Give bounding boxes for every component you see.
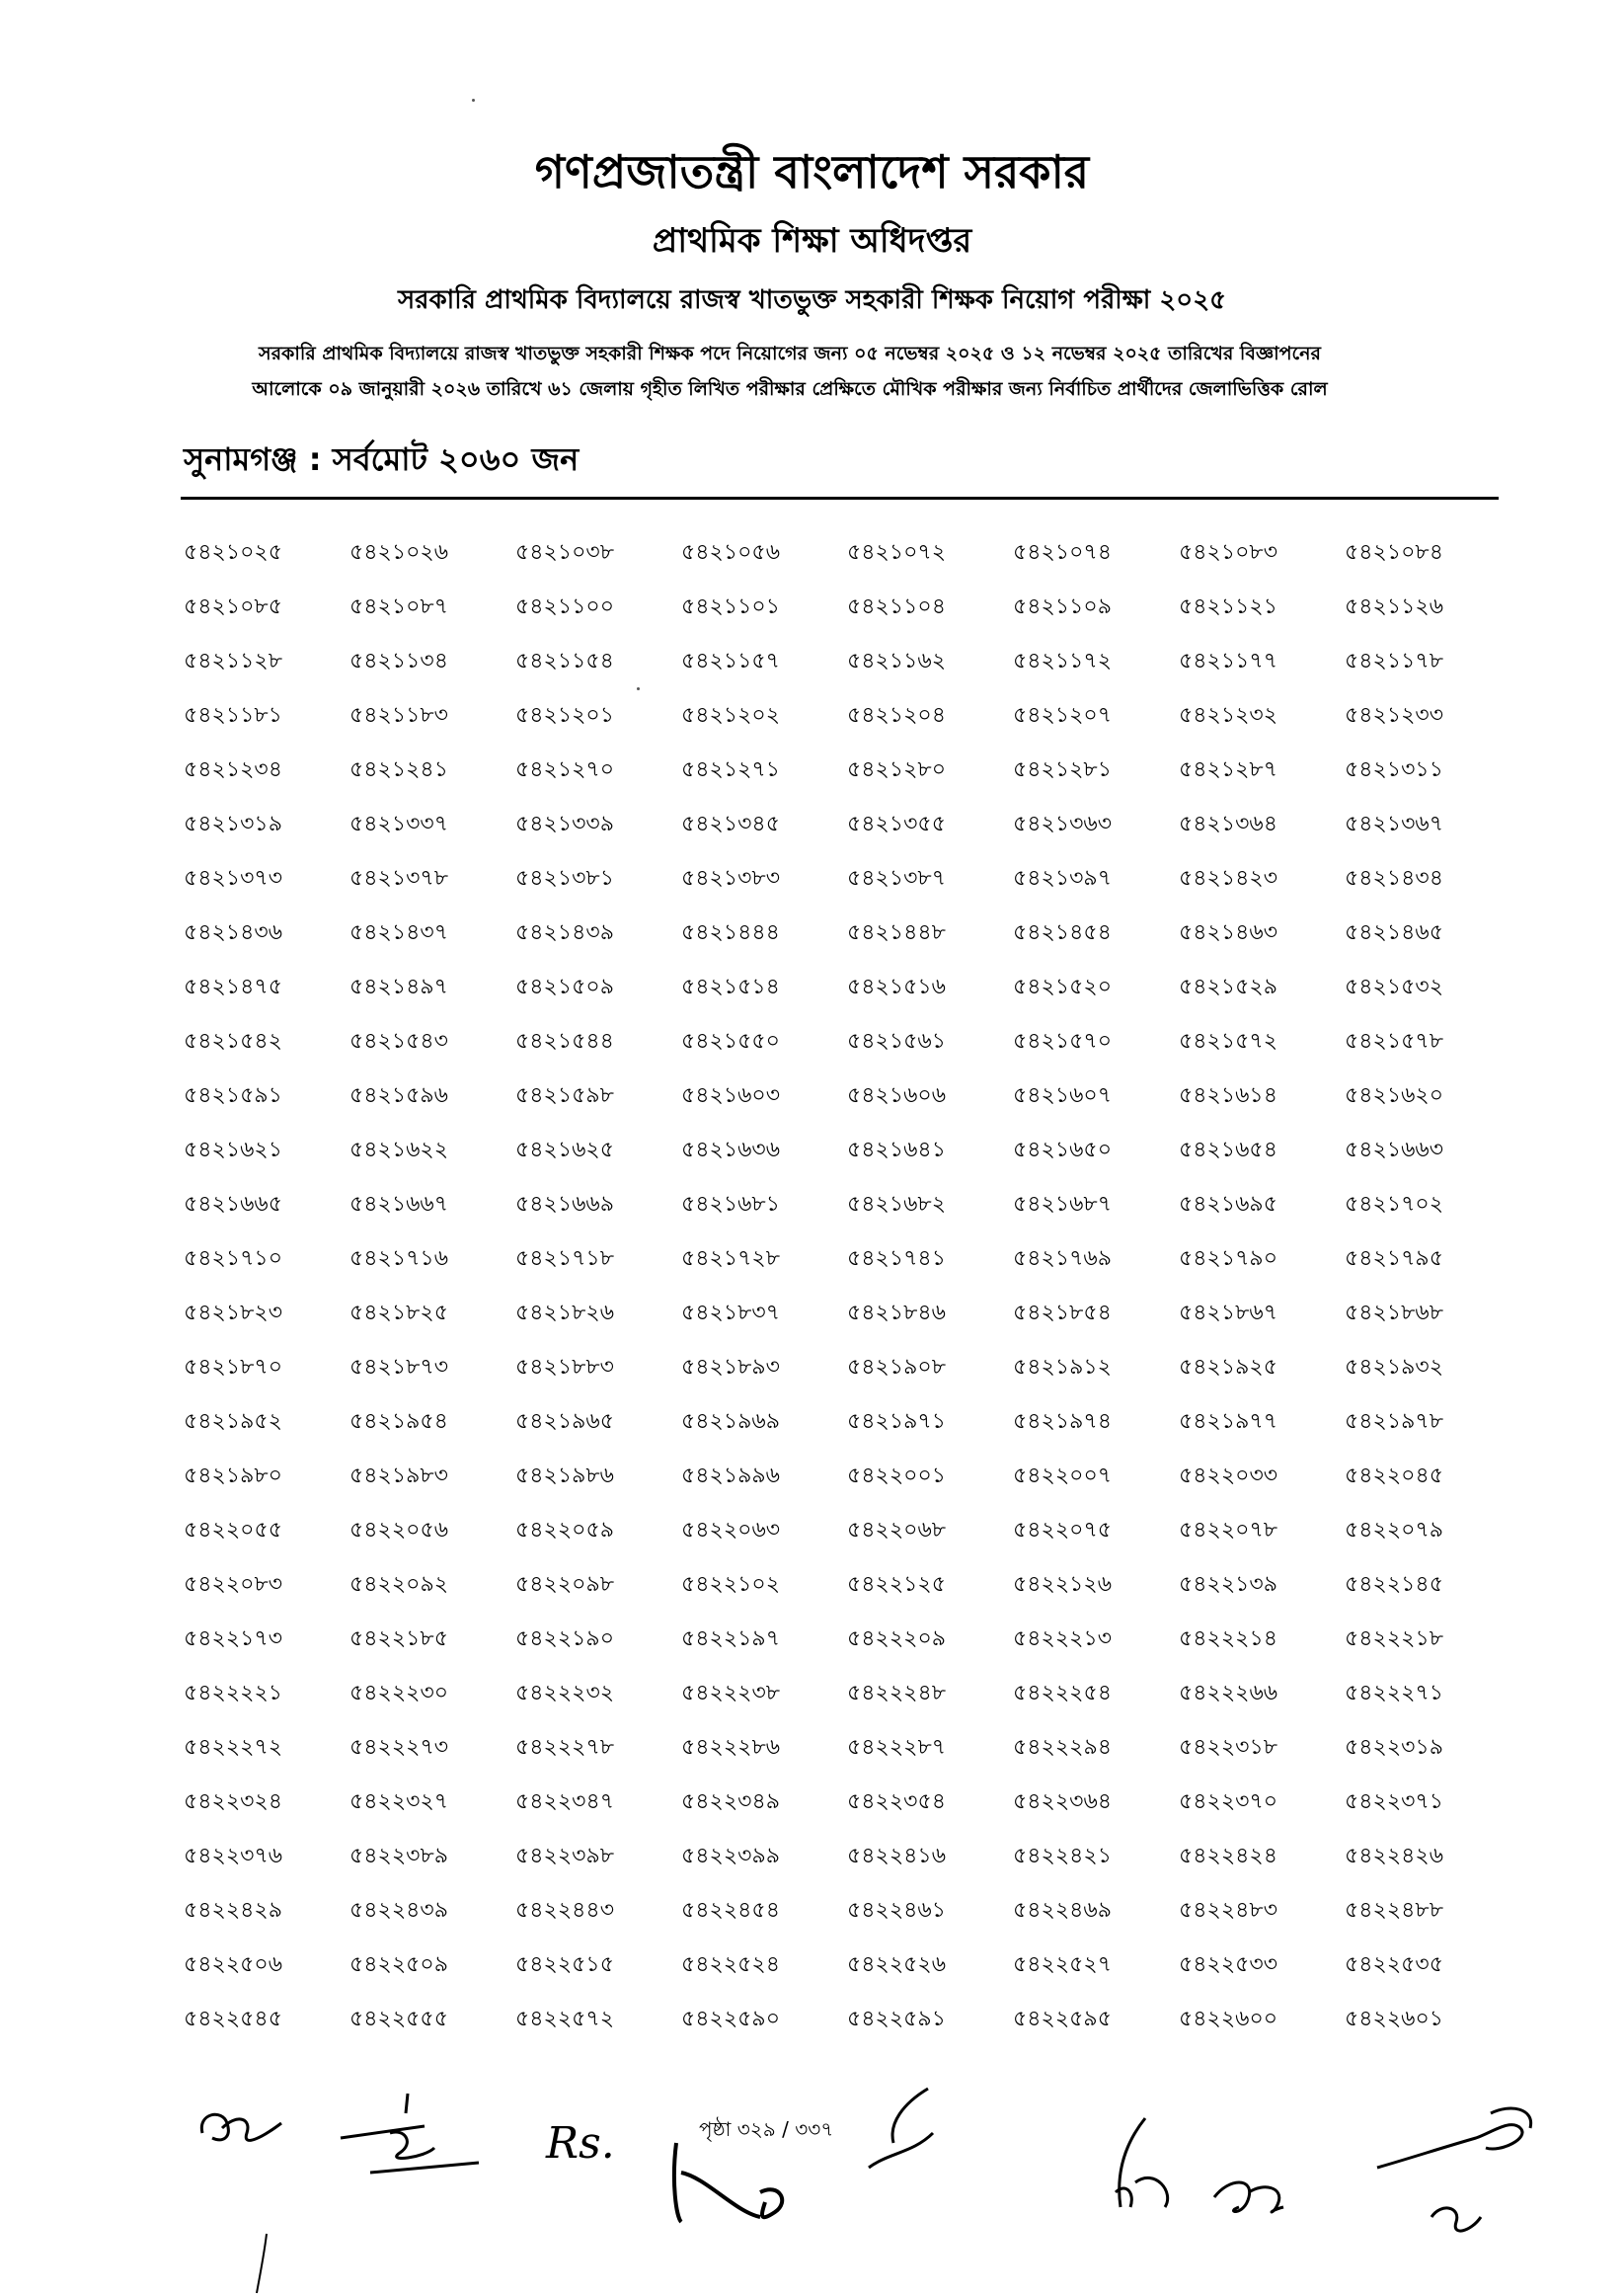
roll-number: ৫৪২১৫১৪ [681, 975, 780, 999]
roll-number: ৫৪২২৩৯৮ [515, 1844, 615, 1868]
roll-number: ৫৪২২২৭১ [1345, 1681, 1444, 1705]
roll-number: ৫৪২২৫২৪ [681, 1952, 781, 1977]
roll-number: ৫৪২১৩৮৭ [847, 866, 947, 891]
roll-number: ৫৪২১৯২৫ [1179, 1355, 1277, 1380]
roll-number: ৫৪২১৭৬৯ [1013, 1246, 1113, 1271]
roll-number: ৫৪২২১৮৫ [349, 1626, 448, 1651]
signature-3-text: Rs. [546, 2118, 615, 2169]
roll-number: ৫৪২১১৬২ [847, 649, 947, 673]
roll-number: ৫৪২২৪২৪ [1179, 1844, 1278, 1868]
roll-number: ৫৪২২০৬৩ [681, 1518, 781, 1543]
roll-number: ৫৪২২৪৬৯ [1013, 1898, 1113, 1923]
roll-number: ৫৪২১৫৪২ [184, 1029, 282, 1054]
roll-number: ৫৪২১৫৪৩ [349, 1029, 448, 1054]
signature-4 [666, 2133, 834, 2237]
roll-number: ৫৪২২২৫৪ [1013, 1681, 1113, 1705]
signature-3 [541, 2103, 630, 2177]
roll-number: ৫৪২১৫৭২ [1179, 1029, 1278, 1054]
roll-number: ৫৪২২২১৪ [1179, 1626, 1278, 1651]
roll-number: ৫৪২২২৯৪ [1013, 1735, 1113, 1760]
roll-number: ৫৪২১৬৫৪ [1179, 1138, 1277, 1162]
roll-number: ৫৪২১২৭১ [681, 757, 781, 782]
roll-number: ৫৪২২৫৯৫ [1013, 2007, 1112, 2031]
signature-1 [193, 2094, 291, 2163]
roll-number: ৫৪২১৪৭৫ [184, 975, 282, 999]
roll-number: ৫৪২১০২৫ [184, 540, 283, 565]
roll-number: ৫৪২২৫০৬ [184, 1952, 283, 1977]
roll-number: ৫৪২১১৩৪ [349, 649, 448, 673]
roll-number: ৫৪২১৫২০ [1013, 975, 1113, 999]
roll-number: ৫৪২২৩৫৪ [847, 1789, 947, 1814]
roll-number: ৫৪২১৭১৮ [515, 1246, 614, 1271]
roll-number: ৫৪২২০৯২ [349, 1572, 449, 1597]
roll-number: ৫৪২২২৩০ [349, 1681, 449, 1705]
roll-number: ৫৪২১৭১০ [184, 1246, 283, 1271]
roll-number: ৫৪২১৫২৯ [1179, 975, 1277, 999]
roll-number: ৫৪২১৬০৩ [681, 1083, 781, 1108]
roll-number: ৫৪২১৯৭৭ [1179, 1409, 1278, 1434]
roll-number: ৫৪২১৬২১ [184, 1138, 283, 1162]
roll-number: ৫৪২১৪৩৪ [1345, 866, 1443, 891]
roll-number: ৫৪২২৩৬৪ [1013, 1789, 1113, 1814]
roll-number: ৫৪২১৪৩৭ [349, 920, 449, 945]
roll-number: ৫৪২১২৮০ [847, 757, 947, 782]
roll-number: ৫৪২২৩৭০ [1179, 1789, 1278, 1814]
roll-number: ৫৪২২৫৫৫ [349, 2007, 448, 2031]
roll-number: ৫৪২১৫৯৬ [349, 1083, 448, 1108]
roll-number: ৫৪২১৪৯৭ [349, 975, 448, 999]
roll-number: ৫৪২১৩৬৭ [1345, 812, 1444, 836]
roll-number: ৫৪২১৬০৭ [1013, 1083, 1113, 1108]
roll-number: ৫৪২১৫৭০ [1013, 1029, 1113, 1054]
roll-number: ৫৪২১৫৪৪ [515, 1029, 614, 1054]
roll-number: ৫৪২২২১৩ [1013, 1626, 1113, 1651]
roll-number: ৫৪২১১৫৪ [515, 649, 614, 673]
roll-number: ৫৪২১০৭২ [847, 540, 947, 565]
roll-number: ৫৪২১৪৩৯ [515, 920, 614, 945]
roll-number: ৫৪২২৪৩৯ [349, 1898, 449, 1923]
roll-number: ৫৪২১৫৫০ [681, 1029, 780, 1054]
roll-number: ৫৪২১২৮১ [1013, 757, 1112, 782]
roll-number: ৫৪২১৯৯৬ [681, 1464, 780, 1488]
roll-number: ৫৪২১৮৮৩ [515, 1355, 614, 1380]
stray-dot [637, 687, 640, 690]
signature-7 [1204, 2158, 1293, 2227]
roll-number: ৫৪২২৩৪৭ [515, 1789, 615, 1814]
roll-number: ৫৪২১৯৮০ [184, 1464, 282, 1488]
roll-number: ৫৪২১৩৮১ [515, 866, 614, 891]
roll-number: ৫৪২২০৩৩ [1179, 1464, 1278, 1488]
roll-number: ৫৪২২৫৯১ [847, 2007, 946, 2031]
roll-number: ৫৪২১০৮৭ [349, 594, 449, 619]
roll-number: ৫৪২২৬০১ [1345, 2007, 1444, 2031]
roll-number: ৫৪২১৪৪৮ [847, 920, 946, 945]
roll-number: ৫৪২১৩১৯ [184, 812, 282, 836]
roll-number: ৫৪২১৬৯৫ [1179, 1192, 1277, 1217]
roll-number: ৫৪২২৪৫৪ [681, 1898, 780, 1923]
roll-number: ৫৪২১১০৪ [847, 594, 946, 619]
roll-number: ৫৪২১৬৮৭ [1013, 1192, 1113, 1217]
roll-number: ৫৪২১৬৩৬ [681, 1138, 781, 1162]
roll-number: ৫৪২১৬৬৯ [515, 1192, 615, 1217]
roll-number: ৫৪২২২৮৬ [681, 1735, 781, 1760]
roll-number: ৫৪২১৮৭৩ [349, 1355, 449, 1380]
roll-number: ৫৪২১৩৬৩ [1013, 812, 1113, 836]
roll-number: ৫৪২২৪৬১ [847, 1898, 947, 1923]
roll-number: ৫৪২১৯৮৬ [515, 1464, 614, 1488]
roll-number: ৫৪২২৫২৭ [1013, 1952, 1113, 1977]
roll-number: ৫৪২২২৪৮ [847, 1681, 947, 1705]
roll-number: ৫৪২২২৩৮ [681, 1681, 781, 1705]
roll-number: ৫৪২২২৮৭ [847, 1735, 947, 1760]
roll-number: ৫৪২১৭২৮ [681, 1246, 781, 1271]
roll-number: ৫৪২১১০১ [681, 594, 780, 619]
roll-number: ৫৪২১৬১৪ [1179, 1083, 1277, 1108]
signature-2 [331, 2089, 489, 2182]
roll-number: ৫৪২১৯৩২ [1345, 1355, 1444, 1380]
roll-number: ৫৪২১৮৫৪ [1013, 1301, 1112, 1325]
roll-number: ৫৪২২১২৫ [847, 1572, 947, 1597]
roll-number: ৫৪২১১২১ [1179, 594, 1277, 619]
roll-number: ৫৪২২৩১৮ [1179, 1735, 1278, 1760]
roll-number: ৫৪২১০৭৪ [1013, 540, 1113, 565]
signature-6 [1096, 2113, 1185, 2222]
roll-number: ৫৪২১৯৬৫ [515, 1409, 614, 1434]
roll-number: ৫৪২২০৭৫ [1013, 1518, 1113, 1543]
roll-number: ৫৪২২২৬৬ [1179, 1681, 1278, 1705]
roll-number: ৫৪২১৪৪৪ [681, 920, 780, 945]
roll-number: ৫৪২১৩৩৯ [515, 812, 615, 836]
roll-number: ৫৪২১২৩২ [1179, 703, 1278, 728]
roll-number: ৫৪২১৬০৬ [847, 1083, 947, 1108]
roll-number: ৫৪২২০০৭ [1013, 1464, 1113, 1488]
roll-number: ৫৪২১৮৬৮ [1345, 1301, 1443, 1325]
roll-number: ৫৪২১১৭৮ [1345, 649, 1443, 673]
roll-number: ৫৪২১১৫৭ [681, 649, 780, 673]
roll-number: ৫৪২১৬৮১ [681, 1192, 780, 1217]
roll-number: ৫৪২২৫২৬ [847, 1952, 947, 1977]
roll-number: ৫৪২২৫৯০ [681, 2007, 781, 2031]
stray-dot [472, 99, 475, 102]
roll-number: ৫৪২১২০১ [515, 703, 615, 728]
roll-number: ৫৪২২০৬৮ [847, 1518, 947, 1543]
exam-title: সরকারি প্রাথমিক বিদ্যালয়ে রাজস্ব খাতভুক্ত সহকারী শিক্ষক নিয়োগ পরীক্ষা ২০২৫ [398, 285, 1226, 315]
roll-number: ৫৪২২৩৮৯ [349, 1844, 449, 1868]
roll-number: ৫৪২১৪৬৩ [1179, 920, 1278, 945]
roll-number: ৫৪২১১৭৭ [1179, 649, 1278, 673]
roll-number: ৫৪২১৬২২ [349, 1138, 449, 1162]
roll-number: ৫৪২২০৪৫ [1345, 1464, 1444, 1488]
roll-number: ৫৪২১৪৫৪ [1013, 920, 1112, 945]
roll-number: ৫৪২১৭৪১ [847, 1246, 946, 1271]
roll-number: ৫৪২১০৮৫ [184, 594, 282, 619]
roll-number: ৫৪২১৯৬৯ [681, 1409, 780, 1434]
roll-number: ৫৪২২১৭৩ [184, 1626, 283, 1651]
roll-number: ৫৪২২১৩৯ [1179, 1572, 1278, 1597]
roll-number: ৫৪২১৯১২ [1013, 1355, 1112, 1380]
roll-number: ৫৪২১৩৭৩ [184, 866, 283, 891]
roll-number: ৫৪২১৬৪১ [847, 1138, 946, 1162]
roll-number: ৫৪২১৮২৬ [515, 1301, 615, 1325]
roll-number: ৫৪২২০৫৯ [515, 1518, 615, 1543]
roll-number: ৫৪২১৬৬৫ [184, 1192, 283, 1217]
roll-number: ৫৪২২৩৪৯ [681, 1789, 781, 1814]
roll-number: ৫৪২১২৭০ [515, 757, 615, 782]
roll-number: ৫৪২১২৮৭ [1179, 757, 1278, 782]
roll-number: ৫৪২২৪২১ [1013, 1844, 1113, 1868]
heading-divider [181, 497, 1499, 500]
roll-number: ৫৪২১৩৩৭ [349, 812, 449, 836]
roll-number: ৫৪২১৯৮৩ [349, 1464, 448, 1488]
roll-number: ৫৪২১৮৯৩ [681, 1355, 780, 1380]
roll-number: ৫৪২২৪২৯ [184, 1898, 283, 1923]
roll-number: ৫৪২১১০০ [515, 594, 615, 619]
roll-number: ৫৪২২৩৭৬ [184, 1844, 283, 1868]
roll-number: ৫৪২২২১৮ [1345, 1626, 1444, 1651]
roll-number: ৫৪২২৫৪৫ [184, 2007, 282, 2031]
roll-number: ৫৪২১৬২০ [1345, 1083, 1444, 1108]
roll-number: ৫৪২১৬৬৩ [1345, 1138, 1444, 1162]
notice-line-1: সরকারি প্রাথমিক বিদ্যালয়ে রাজস্ব খাতভুক্ত সহকারী শিক্ষক পদে নিয়োগের জন্য ০৫ নভেম্বর ২০২৫ ও ১২ নভেম্বর ২০২৫ তারিখের বিজ্ঞাপনের [259, 343, 1321, 364]
roll-number: ৫৪২২৫৩৩ [1179, 1952, 1278, 1977]
roll-number: ৫৪২২০৫৬ [349, 1518, 449, 1543]
roll-number: ৫৪২১৫৬১ [847, 1029, 946, 1054]
roll-number: ৫৪২১৩৬৪ [1179, 812, 1278, 836]
roll-number: ৫৪২১৯৭৮ [1345, 1409, 1443, 1434]
roll-number: ৫৪২১১২৮ [184, 649, 282, 673]
roll-number: ৫৪২১১৭২ [1013, 649, 1113, 673]
roll-number: ৫৪২২০০১ [847, 1464, 947, 1488]
roll-number: ৫৪২২৪২৬ [1345, 1844, 1444, 1868]
notice-line-2: আলোকে ০৯ জানুয়ারী ২০২৬ তারিখে ৬১ জেলায় গৃহীত লিখিত পরীক্ষার প্রেক্ষিতে মৌখিক পরীক্ষার জন্য নির্বাচিত প্রার্থীদের জেলাভিত্তিক রোল [252, 378, 1328, 400]
roll-number: ৫৪২২৪৮৮ [1345, 1898, 1443, 1923]
government-title: গণপ্রজাতন্ত্রী বাংলাদেশ সরকার [534, 145, 1090, 198]
signature-8 [1372, 2094, 1550, 2252]
roll-number: ৫৪২২৩২৪ [184, 1789, 283, 1814]
roll-number: ৫৪২১৯৫৪ [349, 1409, 448, 1434]
roll-number: ৫৪২১৮৪৬ [847, 1301, 946, 1325]
roll-number: ৫৪২১৬২৫ [515, 1138, 615, 1162]
roll-number: ৫৪২১৮৩৭ [681, 1301, 781, 1325]
roll-number: ৫৪২১২৩৩ [1345, 703, 1444, 728]
roll-number: ৫৪২২০৯৮ [515, 1572, 615, 1597]
roll-number: ৫৪২১৪২৩ [1179, 866, 1278, 891]
margin-mark [247, 2232, 276, 2295]
roll-number-grid [184, 535, 1502, 2056]
roll-number: ৫৪২১০৮৩ [1179, 540, 1278, 565]
roll-number: ৫৪২১৭৯০ [1179, 1246, 1278, 1271]
roll-number: ৫৪২২৩৯৯ [681, 1844, 781, 1868]
roll-number: ৫৪২১২৩৪ [184, 757, 283, 782]
roll-number: ৫৪২২০৮৩ [184, 1572, 283, 1597]
roll-number: ৫৪২১২০৭ [1013, 703, 1113, 728]
roll-number: ৫৪২২১৯৭ [681, 1626, 781, 1651]
roll-number: ৫৪২২০৫৫ [184, 1518, 283, 1543]
roll-number: ৫৪২১৯৭১ [847, 1409, 946, 1434]
roll-number: ৫৪২১৫০৯ [515, 975, 614, 999]
roll-number: ৫৪২১০৮৪ [1345, 540, 1443, 565]
roll-number: ৫৪২২৫৩৫ [1345, 1952, 1444, 1977]
roll-number: ৫৪২১৩৯৭ [1013, 866, 1113, 891]
roll-number: ৫৪২১১০৯ [1013, 594, 1112, 619]
roll-number: ৫৪২২৪১৬ [847, 1844, 947, 1868]
roll-number: ৫৪২১১৮৩ [349, 703, 448, 728]
roll-number: ৫৪২১৩৭৮ [349, 866, 449, 891]
roll-number: ৫৪২১১২৬ [1345, 594, 1444, 619]
roll-number: ৫৪২১০৫৬ [681, 540, 781, 565]
roll-number: ৫৪২১৯৫২ [184, 1409, 282, 1434]
roll-number: ৫৪২২১৪৫ [1345, 1572, 1443, 1597]
roll-number: ৫৪২১২০৪ [847, 703, 947, 728]
roll-number: ৫৪২১৪৬৫ [1345, 920, 1443, 945]
roll-number: ৫৪২২৩৭১ [1345, 1789, 1444, 1814]
roll-number: ৫৪২২২৭৮ [515, 1735, 615, 1760]
roll-number: ৫৪২১৯৭৪ [1013, 1409, 1112, 1434]
roll-number: ৫৪২২৩১৯ [1345, 1735, 1444, 1760]
page-number: পৃষ্ঠা ৩২৯ / ৩৩৭ [699, 2117, 834, 2141]
notice-text [148, 336, 1431, 407]
roll-number: ৫৪২১৬৫০ [1013, 1138, 1113, 1162]
roll-number: ৫৪২২২২১ [184, 1681, 283, 1705]
roll-number: ৫৪২১৮৭০ [184, 1355, 283, 1380]
roll-number: ৫৪২২০৭৯ [1345, 1518, 1444, 1543]
roll-number: ৫৪২২৩২৭ [349, 1789, 449, 1814]
roll-number: ৫৪২২২৭৩ [349, 1735, 449, 1760]
roll-number: ৫৪২১২৪১ [349, 757, 448, 782]
roll-number: ৫৪২১৫৯৮ [515, 1083, 614, 1108]
roll-number: ৫৪২১০৩৮ [515, 540, 615, 565]
roll-number: ৫৪২১৬৬৭ [349, 1192, 449, 1217]
roll-number: ৫৪২১৫১৬ [847, 975, 946, 999]
roll-number: ৫৪২২২৩২ [515, 1681, 615, 1705]
roll-number: ৫৪২১৬৮২ [847, 1192, 947, 1217]
roll-number: ৫৪২২৪৮৩ [1179, 1898, 1278, 1923]
roll-number: ৫৪২২৫৭২ [515, 2007, 615, 2031]
roll-number: ৫৪২২৫০৯ [349, 1952, 449, 1977]
roll-number: ৫৪২১৮২৩ [184, 1301, 283, 1325]
roll-number: ৫৪২১৩৮৩ [681, 866, 781, 891]
roll-number: ৫৪২২৬০০ [1179, 2007, 1278, 2031]
roll-number: ৫৪২২৫১৫ [515, 1952, 614, 1977]
roll-number: ৫৪২১৫৯১ [184, 1083, 282, 1108]
roll-number: ৫৪২১৩১১ [1345, 757, 1443, 782]
roll-number: ৫৪২২৪৪৩ [515, 1898, 615, 1923]
directorate-title: প্রাথমিক শিক্ষা অধিদপ্তর [652, 221, 972, 261]
roll-number: ৫৪২১৮৬৭ [1179, 1301, 1278, 1325]
roll-number: ৫৪২২১২৬ [1013, 1572, 1113, 1597]
roll-number: ৫৪২১০২৬ [349, 540, 449, 565]
roll-number: ৫৪২১৭৯৫ [1345, 1246, 1443, 1271]
signature-5 [864, 2084, 943, 2173]
roll-number: ৫৪২১৮২৫ [349, 1301, 448, 1325]
roll-number: ৫৪২১৭১৬ [349, 1246, 449, 1271]
roll-number: ৫৪২২০৭৮ [1179, 1518, 1278, 1543]
roll-number: ৫৪২১১৮১ [184, 703, 282, 728]
roll-number: ৫৪২২২৭২ [184, 1735, 283, 1760]
district-heading: সুনামগঞ্জ : সর্বমোট ২০৬০ জন [184, 440, 580, 478]
roll-number: ৫৪২১৩৪৫ [681, 812, 780, 836]
roll-number: ৫৪২২১৯০ [515, 1626, 615, 1651]
roll-number: ৫৪২২২০৯ [847, 1626, 947, 1651]
roll-number: ৫৪২১৫৭৮ [1345, 1029, 1443, 1054]
roll-number: ৫৪২১৩৫৫ [847, 812, 946, 836]
roll-number: ৫৪২১৯০৮ [847, 1355, 946, 1380]
roll-number: ৫৪২১৭০২ [1345, 1192, 1444, 1217]
roll-number: ৫৪২২১০২ [681, 1572, 781, 1597]
roll-number: ৫৪২১২০২ [681, 703, 781, 728]
roll-number: ৫৪২১৪৩৬ [184, 920, 283, 945]
roll-number: ৫৪২১৫৩২ [1345, 975, 1444, 999]
